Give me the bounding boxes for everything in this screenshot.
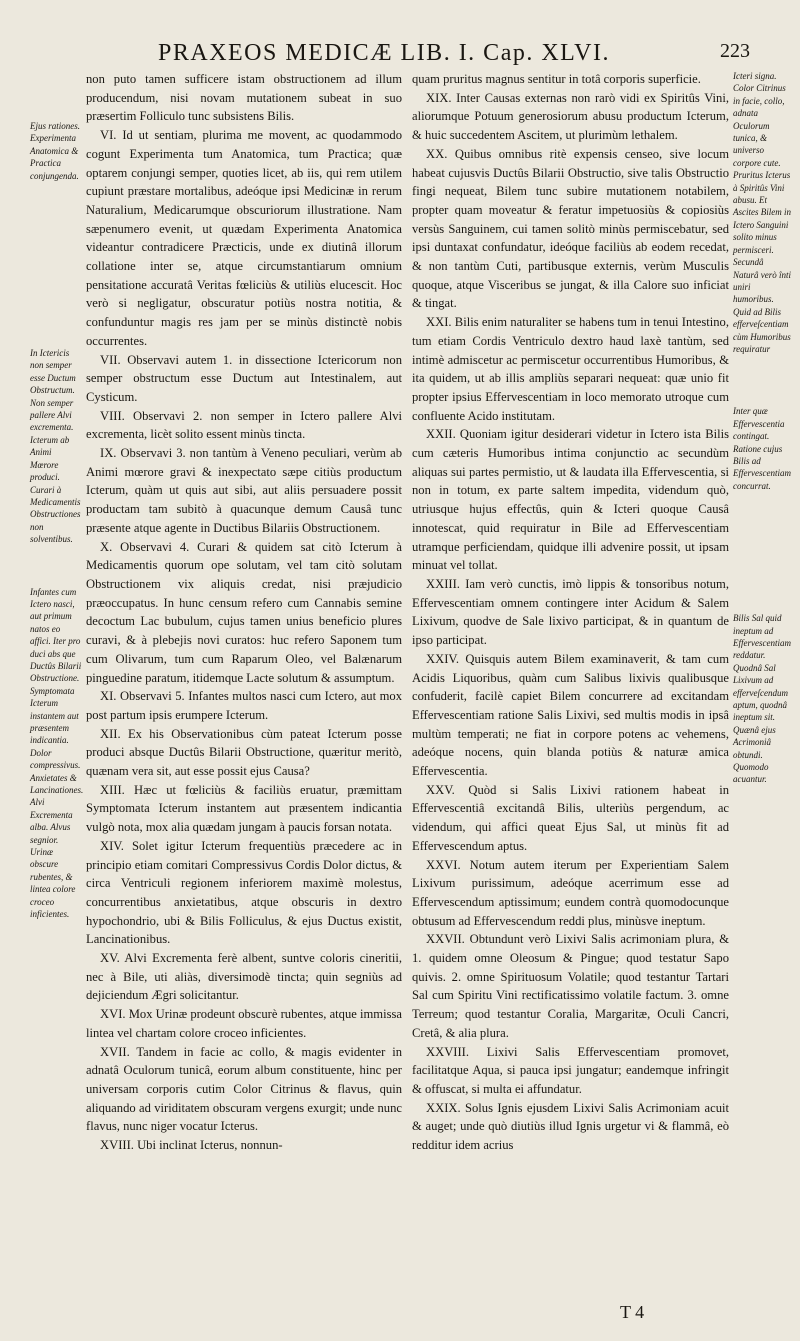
paragraph: XXVI. Notum autem iterum per Experientiam Salem Lixivum purissimum, adeóque acerrimum esse ad Effervescendum aptissimum; eundem contrà quomodocunque obtusum ad Effervescendum reddi plus, minùsve ineptum. [412, 857, 729, 928]
left-text-column [86, 70, 402, 1155]
margin-note: Inter quæ Effervescentia contingat. Ratione cujus Bilis ad Effervescentiam concurrat. [733, 406, 791, 491]
margin-note: Icteri signa. Color Citrinus in facie, collo, adnata Oculorum tunica, & universo corpore cute. Pruritus Icterus à Spiritûs Vini abusu. Et Ascites Bilem in Ictero Sanguini solito minus permisceri. Secundâ Naturâ verò înti uniri humoribus. Quid ad Bilis efferveſcentiam cùm Humoribus requiratur [733, 71, 791, 354]
paragraph: IX. Observavi 3. non tantùm à Veneno peculiari, verùm ab Animi mœrore gravi & inexpectato sæpe citiùs productum Icterum, quàm ut quis aut sibi, aut aliis persuadere possit productam tam subitò à quacunque demum Causâ tunc præsente atque agente in Ductibus Bilariis Obstructionem. [86, 446, 402, 535]
paragraph: XVII. Tandem in facie ac collo, & magis evidenter in adnatâ Oculorum tunicâ, eorum album constituente, hinc per universam corporis cutim Color Citrinus & flavus, quin aliquando ad viriditatem obscuram vergens exurgit; unde nunc flavus, nunc niger vocatur Icterus. [86, 1044, 402, 1134]
paragraph: VI. Id ut sentiam, plurima me movent, ac quodammodo cogunt Experimenta tum Anatomica, tum Practica; quæ optarem conjungi semper, quoties licet, ab iis, qui rem utilem cupiunt præstare mortalibus, adeóque ipsi Medicinæ in rerum Naturalium, Medicarumque obscuriorum illustratione. Nam sæpenumero evenit, ut quædam Experimenta Anatomica videantur contradicere Præcticis, unde ex diutinâ illorum collatione inter se, atque circumstantiarum omnium pensitatione accuratâ Veritas fœliciùs & utiliùs elucescit. Hoc verò si negligatur, obscuratur potiùs nostra notitia, & confunduntur magis res jam per se minùs distinctè nobis occurrentes. [86, 128, 402, 348]
margin-note: In Ictericis non semper esse Ductum Obstructum. Non semper pallere Alvi excrementa. Icterum ab Animi Mœrore produci. Curari à Medicamentis Obstructiones non solventibus. [30, 348, 81, 545]
margin-note: Infantes cum Ictero nasci, aut primum natos eo affici. Iter pro duci abs que Ductûs Bilarii Obstructione. Symptomata Icterum instantem aut præsentem indicantia. Dolor compressivus. Anxietates & Lancinationes. Alvi Excrementa alba. Alvus segnior. Urinæ obscure rubentes, & lintea colore croceo inficientes. [30, 586, 84, 920]
paragraph: XXV. Quòd si Salis Lixivi rationem habeat in Effervescentiâ excitandâ Bilis, ulteriùs pergendum, ac videndum, qui affici queat Ejus Sal, ut minùs fit ad Effervescendum aptus. [412, 782, 729, 853]
paragraph: XVIII. Ubi inclinat Icterus, nonnun- [100, 1138, 283, 1153]
paragraph: XIII. Hæc ut fœliciùs & faciliùs eruatur, præmittam Symptomata Icterum instantem aut præsentem indicantia vulgò nota, mox alia quædam jungam à paucis forsan notata. [86, 782, 402, 835]
paragraph: XII. Ex his Observationibus cùm pateat Icterum posse produci absque Ductûs Bilarii Obstructione, quæritur meritò, quænam vera sit, aut esse possit ejus Causa? [86, 726, 402, 779]
paragraph: XIV. Solet igitur Icterum frequentiùs præcedere ac in principio etiam comitari Compressivus Cordis Dolor dictus, & circa Ventriculi regionem inferiorem maximè molestus, concurrentibus anxietatibus, atque obscuris in dextro hypochondrio, ubi & Bilis Folliculus, & ejus Ductus existit, Lancinationibus. [86, 838, 402, 947]
paragraph: VII. Observavi autem 1. in dissectione Ictericorum non semper obstructum esse Ductum aut Intestinalem, aut Cysticum. [86, 352, 402, 404]
margin-note: Bilis Sal quid ineptum ad Effervescentiam reddatur. Quodnâ Sal Lixivum ad efferveſcendum aptum, quodnâ ineptum sit. Quænâ ejus Acrimoniâ obtundi. Quomodo acuantur. [733, 613, 791, 785]
paragraph: XV. Alvi Excrementa ferè albent, suntve coloris cineritii, nec à Bile, uti aliàs, diversimodè tincta; quin segniùs ad dejiciendum Ægri solicitantur. [86, 951, 402, 1003]
paragraph: XXVIII. Lixivi Salis Effervescentiam promovet, facilitatque Aqua, si pauca ipsi jungatur; eandemque infringit & offuscat, si multa ei affundatur. [412, 1044, 729, 1096]
margin-note: Ejus rationes. Experimenta Anatomica & Practica conjungenda. [30, 121, 81, 181]
left-margin-notes [30, 120, 82, 933]
paragraph: XVI. Mox Urinæ prodeunt obscurè rubentes, atque immissa lintea vel chartam colore croceo inficientes. [86, 1007, 402, 1040]
paragraph: VIII. Observavi 2. non semper in Ictero pallere Alvi excrementa, licèt solito essent minùs tincta. [86, 408, 402, 442]
paragraph: XXIX. Solus Ignis ejusdem Lixivi Salis Acrimoniam acuit & auget; unde quò diutiùs illud Ignis urgetur vi & flammâ, eò redditur idem acrius [412, 1100, 729, 1153]
paragraph: XXIII. Iam verò cunctis, imò lippis & tonsoribus notum, Effervescentiam omnem contingere inter Acidum & Salem Lixivum, quodve de Sale lixivo participat, & in quantum de ipso participat. [412, 576, 729, 648]
paragraph: XXVII. Obtundunt verò Lixivi Salis acrimoniam plura, & 1. quidem omne Oleosum & Pingue; quod testatur Sapo quivis. 2. omne Spirituosum Volatile; quod testantur Tartari Sal cum Spiritu Vini rectificatissimo volatile factum. 3. omne Terreum; quod testantur Coralia, Margaritæ, Oculi Cancri, Cretâ, & alia plura. [412, 932, 729, 1040]
page-number: 223 [720, 40, 750, 62]
right-text-column [412, 70, 729, 1155]
signature-mark: T 4 [620, 1302, 645, 1322]
paragraph: XXII. Quoniam igitur desiderari videtur in Ictero ista Bilis cum cæteris Humoribus intima conjunctio ac secundùm aliquas sui partes permistio, ut & laudata illa Effervescentia, si non in totum, ex parte saltem impedita, videndum quò, utriusque hujus effectûs, quin & Icteri quoque Causâ innotescat, quid requiratur in Bile ad Effervescentiam utramque perficiendam, quidque illi advenire possit, ut ipsam minuat vel tollat. [412, 427, 729, 573]
paragraph: XX. Quibus omnibus ritè expensis censeo, sive locum habeat cujusvis Ductûs Bilarii Obstructio, sive talis Obstructio fingi nequeat, Bilem tunc subire mutationem notabilem, propter quam moveatur & feratur impetuosiùs & copiosiùs versùs Sanguinem, cui tamen solitò minùs permiscebatur, sed ipsi duntaxat confundatur, ideóque faciliùs ab eodem recedat, & non tantùm Cuti, partibusque externis, verùm Musculis quoque, atque Visceribus se jungat, & illa Calore suo inficiat & tingat. [412, 146, 729, 311]
paragraph: non puto tamen sufficere istam obstructionem ad illum producendum, nisi novam mutationem subeat in suo præsertim Folliculo tunc subsistens Bilis. [86, 72, 402, 124]
paragraph: quam pruritus magnus sentitur in totâ corporis superficie. [412, 72, 701, 86]
page-header [130, 40, 750, 74]
paragraph: XXI. Bilis enim naturaliter se habens tum in tenui Intestino, tum etiam Cordis Ventriculo dextro haud laxè tantùm, sed intimè admiscetur ac permiscetur occurrentibus Humoribus, & ita quidem, ut ab illis ampliùs separari nequeat: quæ unio fit propter ipsius Effervescentiam in loco memorato utroque cum confluente Acido institutam. [412, 315, 729, 423]
paragraph: XIX. Inter Causas externas non rarò vidi ex Spiritûs Vini, aliorumque Potuum generosiorum abusu productum Icterum, & huic succedentem Ascitem, ut plurimùm lethalem. [412, 90, 729, 143]
paragraph: X. Observavi 4. Curari & quidem sat citò Icterum à Medicamentis quorum ope solutam, vel tam citò solutam Obstructionem vix aliquis credat, nisi præjudicio præoccupatus. In hunc censum refero cum Cannabis semine decoctum Lac bubulum, cujus tamen unius beneficio plures curavi, & à plebejis novi curatos: huc refero Saponem tum cum Olivarum, tum cum Raparum Oleo, vel Balænarum pinguedine paratum, itidemque Lacte solutum & assumptum. [86, 539, 402, 685]
paragraph: XXIV. Quisquis autem Bilem examinaverit, & tam cum Acidis Liquoribus, quàm cum Salibus lixivis qualibusque confuderit, facilè capiet Bilem concurrere ad excitandam Effervescentiam ratione Salis Lixivi, sed multis modis in ipsâ multùm temperati; ne fiat in corpore potens ac vehemens, adeóque nocens, quin blanda potiùs & naturæ amica Effervescentia. [412, 651, 729, 779]
paragraph: XI. Observavi 5. Infantes multos nasci cum Ictero, aut mox post partum ipsis erumpere Icterum. [86, 689, 402, 722]
right-margin-notes [733, 70, 791, 798]
running-head: PRAXEOS MEDICÆ LIB. I. Cap. XLVI. [158, 40, 610, 66]
